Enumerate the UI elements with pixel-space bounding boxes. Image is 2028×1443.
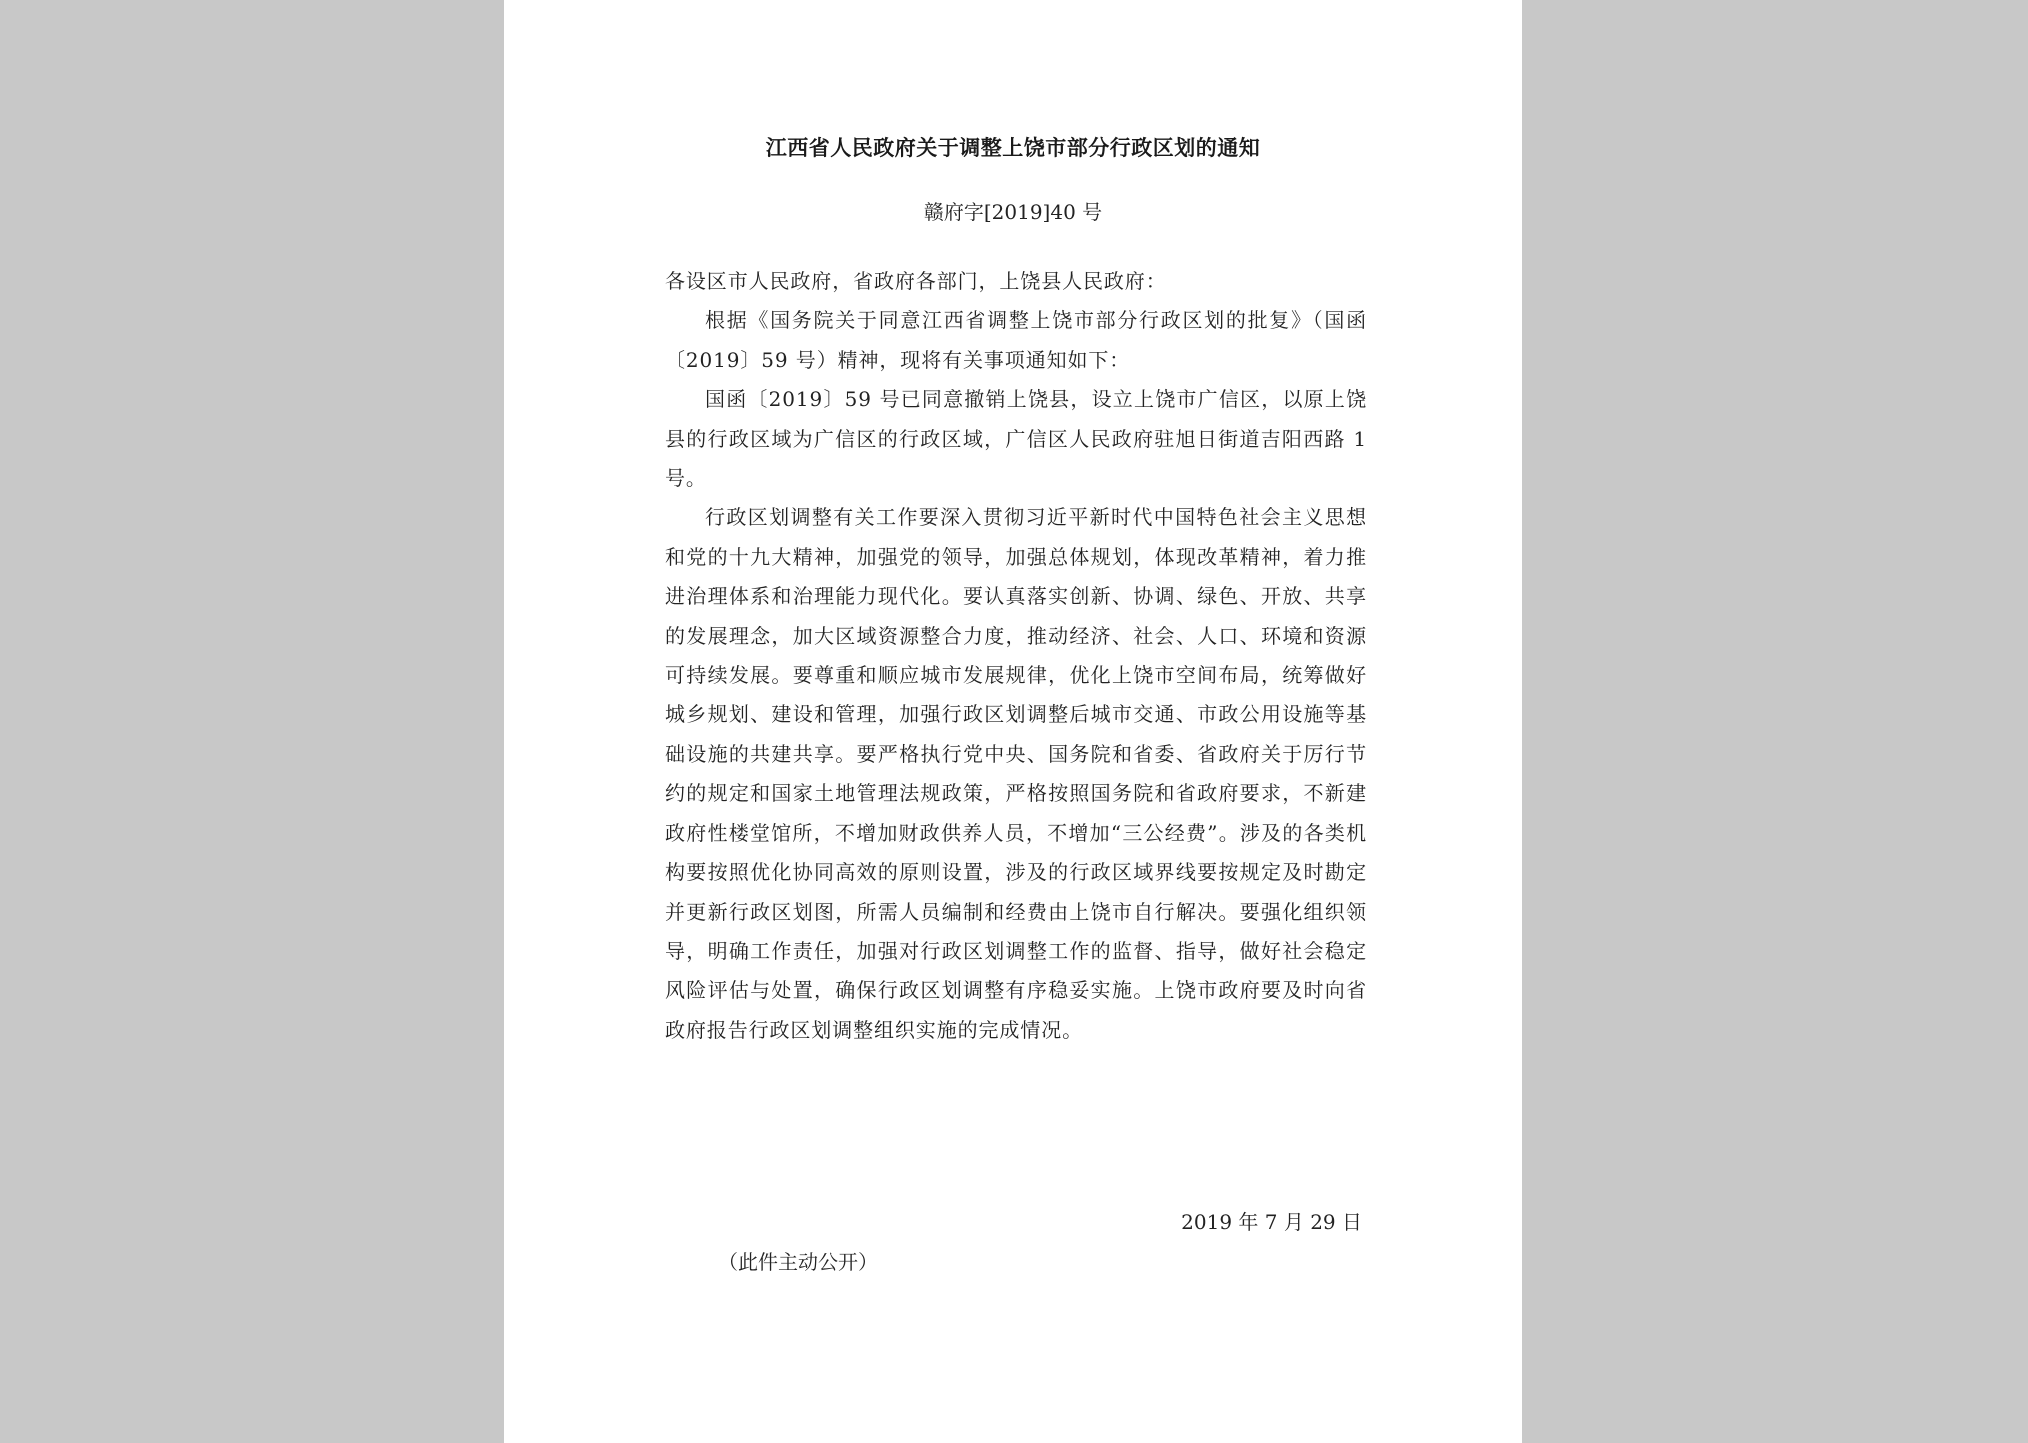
paragraph: 根据《国务院关于同意江西省调整上饶市部分行政区划的批复》（国函〔2019〕59 号）精神，现将有关事项通知如下： (665, 308, 1367, 372)
document-page (504, 0, 1522, 1443)
paragraph: 国函〔2019〕59 号已同意撤销上饶县，设立上饶市广信区，以原上饶县的行政区域为广信区的行政区域，广信区人民政府驻旭日街道吉阳西路 1 号。 (665, 387, 1367, 491)
paragraph: 行政区划调整有关工作要深入贯彻习近平新时代中国特色社会主义思想和党的十九大精神，加强党的领导，加强总体规划，体现改革精神，着力推进治理体系和治理能力现代化。要认真落实创新、协调、绿色、开放、共享的发展理念，加大区域资源整合力度，推动经济、社会、人口、环境和资源可持续发展。要尊重和顺应城市发展规律，优化上饶市空间布局，统筹做好城乡规划、建设和管理，加强行政区划调整后城市交通、市政公用设施等基础设施的共建共享。要严格执行党中央、国务院和省委、省政府关于厉行节约的规定和国家土地管理法规政策，严格按照国务院和省政府要求，不新建政府性楼堂馆所，不增加财政供养人员，不增加“三公经费”。涉及的各类机构要按照优化协同高效的原则设置，涉及的行政区域界线要按规定及时勘定并更新行政区划图，所需人员编制和经费由上饶市自行解决。要强化组织领导，明确工作责任，加强对行政区划调整工作的监督、指导，做好社会稳定风险评估与处置，确保行政区划调整有序稳妥实施。上饶市政府要及时向省政府报告行政区划调整组织实施的完成情况。 (665, 505, 1367, 1042)
document-body (665, 262, 1367, 1050)
disclosure-note: （此件主动公开） (718, 1250, 878, 1274)
document-title: 江西省人民政府关于调整上饶市部分行政区划的通知 (765, 135, 1261, 160)
issue-date: 2019 年 7 月 29 日 (1181, 1210, 1362, 1234)
salutation: 各设区市人民政府，省政府各部门，上饶县人民政府： (665, 269, 1167, 293)
document-number: 赣府字[2019]40 号 (923, 200, 1103, 224)
